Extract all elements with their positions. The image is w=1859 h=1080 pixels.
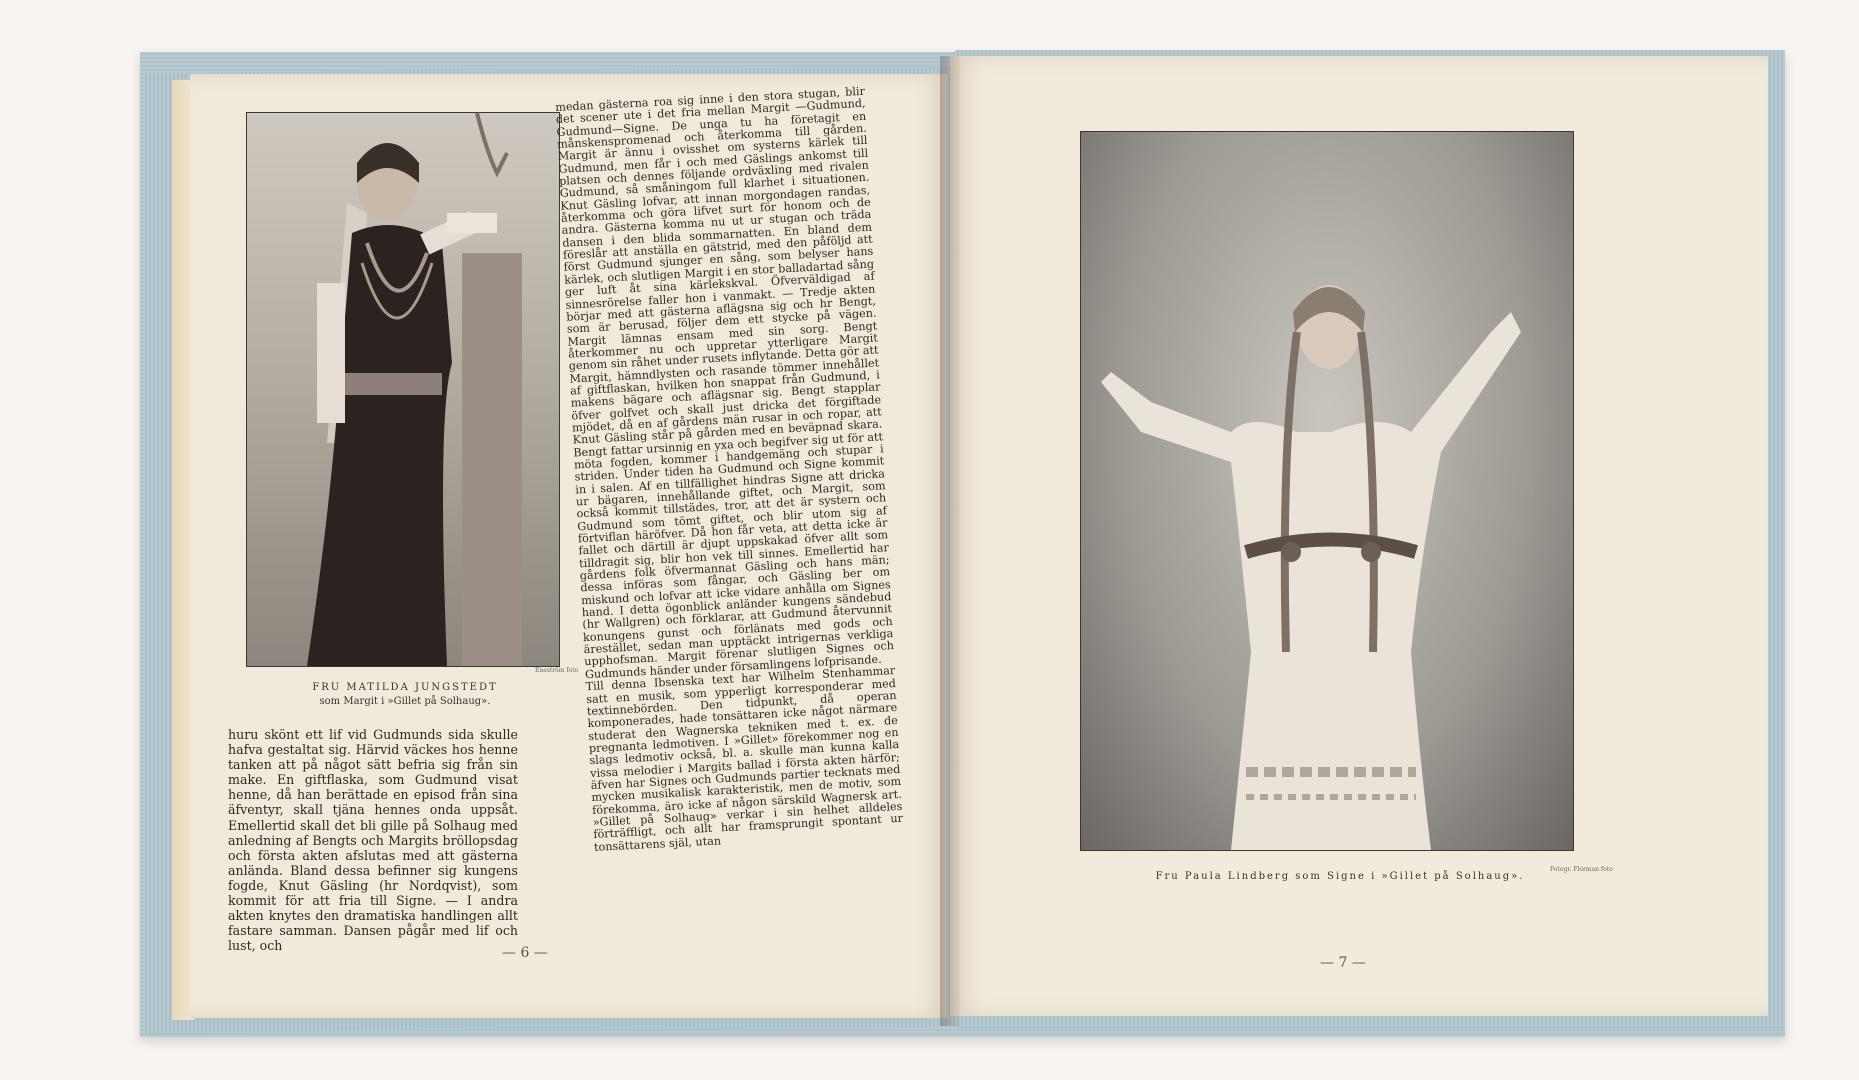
photo-matilda-jungstedt bbox=[246, 112, 560, 667]
photo-credit-right: Fotogr. Florman foto bbox=[1550, 866, 1613, 873]
photo-credit-left: Eneström foto bbox=[535, 667, 579, 674]
page-number-left: — 6 — bbox=[502, 945, 548, 961]
page-number-right: — 7 — bbox=[1320, 955, 1366, 971]
left-page-left-column: huru skönt ett lif vid Gudmunds sida skulle hafva gestaltat sig. Härvid väckes hos henne tanken att på något sätt befria sig från sin make. En giftflaska, som Gudmund visat henne, då han berättade en episod från sina äfventyr, skall tjäna hennes onda uppsåt. Emellertid skall det bli gille på Solhaug med anledning af Bengts och Margits bröllopsdag och första akten afslutas med att gästerna anlända. Bland dessa befinner sig kungens fogde, Knut Gäsling (hr Nordqvist), som kommit för att fria till Signe. — I andra akten knytes den dramatiska handlingen allt fastare samman. Dansen pågår med lif och lust, och bbox=[228, 727, 518, 954]
left-page-right-column: medan gästerna roa sig inne i den stora stugan, blir det scener ute i det fria mellan Margit —Gudmund, Gudmund—Signe. De unga tu ha företagit en månskenspromenad och återkomma till gården. Margit är ännu i ovisshet om systerns kärlek till Gudmund, men får i och med Gäslings ankomst till platsen och dennes följande ordväxling med rivalen Gudmund, så småningom full klarhet i situationen. Knut Gäsling lofvar, att innan morgondagen randas, återkomma och göra lifvet surt för honom och de andra. Gästerna komma nu ut ur stugan och träda dansen i den blida sommarnatten. En bland dem föreslår att anställa en gätstrid, med den påföljd att först Gudmund sjunger en sång, som belyser hans kärlek, och slutligen Margit i en stor balladartad sång ger luft åt sina kärlekskval. Öfverväldigad af sinnesrörelse faller hon i vanmakt. — Tredje akten börjar med att gästerna aflägsna sig och hr Bengt, som är berusad, följer dem ett stycke på vägen. Margit lämnas ensam med sin sorg. Bengt återkommer nu och uppretar ytterligare Margit genom sin råhet under rusets inflytande. Detta gör att Margit, hämndlysten och rasande tömmer innehållet af giftflaskan, hvilken hon snappat från Gudmund, i makens bägare och aflägsnar sig. Bengt stapplar öfver golfvet och skall just dricka det förgiftade mjödet, då en af gårdens män rusar in och ropar, att Knut Gäsling står på gården med en beväpnad skara. Bengt fattar ursinnig en yxa och begifver sig ut för att möta fogden, kommer i handgemäng och stupar i striden. Under tiden ha Gudmund och Signe kommit in i salen. Af en tillfällighet hindras Signe att dricka ur bägaren, innehållande giftet, och Margit, som också kommit tillstädes, tror, att det är systern och Gudmund som tömt giftet, och blir utom sig af förtviflan häröfver. Då hon får veta, att detta icke är fallet och därtill är djupt uppskakad öfver allt som tilldragit sig, blir hon vek till sinnes. Emellertid har gårdens folk öfvermannat Gäsling och hans män; dessa införas som fångar, och Gäsling ber om miskund och lofvar att icke vidare anhålla om Signes hand. I detta ögonblick anländer kungens sändebud (hr Wallgren) och förklarar, att Gudmund återvunnit konungens gunst och förlänats med gods och ärestället, sedan man upptäckt intrigernas verkliga upphofsman. Margit förenar slutligen Signes och Gudmunds händer under församlingens lofprisande. Till denna Ibsenska text har Wilhelm Stenhammar satt en musik, som ypperligt korresponderar med textinnebörden. Den tidpunkt, då operan komponerades, hade tonsättaren icke något närmare studerat den Wagnerska tekniken med t. ex. de pregnanta ledmotiven. I »Gillet» förekommer nog en slags ledmotiv också, bl. a. skulle man kunna kalla vissa melodier i Margits ballad i första akten härför; äfven har Signes och Gudmunds partier tecknats med mycken musikalisk karakteristik, men de motiv, som förekomma, äro icke af någon särskild Wagnersk art. »Gillet på Solhaug» verkar i sin helhet alldeles förträffligt, och allt har framsprungit spontant ur tonsättarens själ, utan bbox=[554, 84, 904, 854]
photo-subcaption-left: som Margit i »Gillet på Solhaug». bbox=[319, 696, 491, 707]
book-gutter bbox=[940, 56, 960, 1026]
photo-caption-left: FRU MATILDA JUNGSTEDT bbox=[312, 682, 498, 693]
portrait-figure-left bbox=[247, 113, 559, 666]
portrait-figure-right bbox=[1081, 132, 1573, 850]
photo-paula-lindberg bbox=[1080, 131, 1574, 851]
photo-caption-right: Fru Paula Lindberg som Signe i »Gillet på Solhaug». bbox=[1155, 871, 1525, 882]
